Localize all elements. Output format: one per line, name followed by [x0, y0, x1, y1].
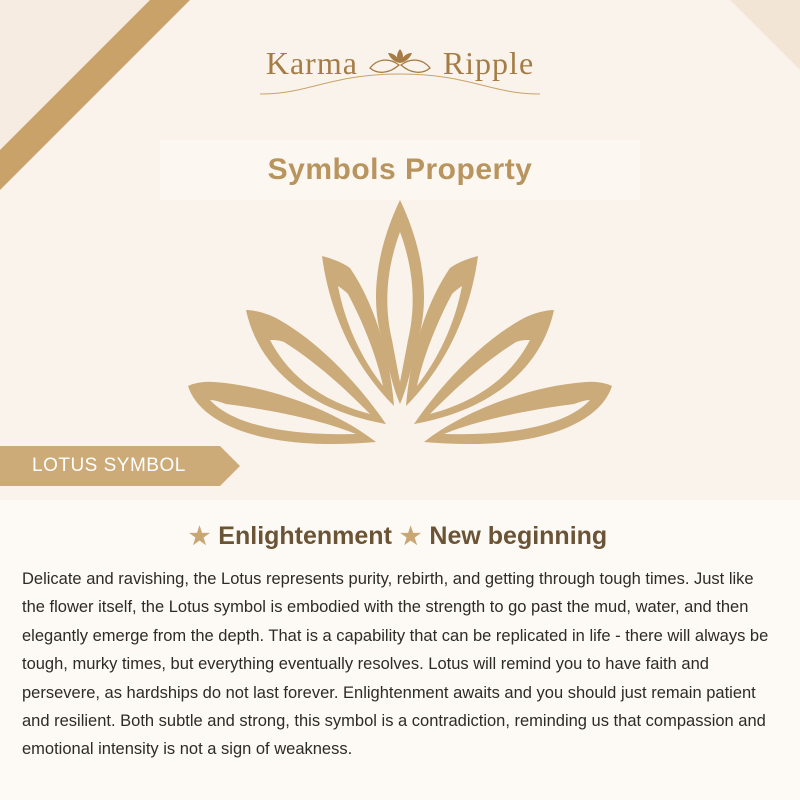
brand-flourish-line: [250, 54, 550, 98]
ribbon-label: LOTUS SYMBOL: [32, 455, 186, 476]
subheads-row: [0, 522, 800, 551]
lotus-symbol-ribbon: [0, 446, 220, 486]
star-icon-right: ★: [399, 522, 422, 550]
subhead-new-beginning: New beginning: [429, 522, 608, 550]
brand-name-right: Ripple: [442, 45, 535, 81]
page-title: Symbols Property: [267, 153, 533, 186]
subhead-enlightenment: Enlightenment: [218, 522, 392, 550]
lotus-flower-illustration: [180, 190, 620, 490]
star-icon-left: ★: [188, 522, 211, 550]
body-panel: [0, 500, 800, 800]
body-paragraph: Delicate and ravishing, the Lotus represents purity, rebirth, and getting through tough times. Just like the flower itself, the Lotus symbol is embodied with the strength to go past the mud, water, and then elegantly emerge from the depth. That is a capability that can be replicated in life - there will always be tough, murky times, but everything eventually resolves. Lotus will remind you to have faith and persevere, as hardships do not last forever. Enlightenment awaits and you should just remain patient and resilient. Both subtle and strong, this symbol is a contradiction, reminding us that compassion and emotional intensity is not a sign of weakness.: [22, 570, 769, 759]
brand-name-left: Karma: [265, 45, 358, 81]
